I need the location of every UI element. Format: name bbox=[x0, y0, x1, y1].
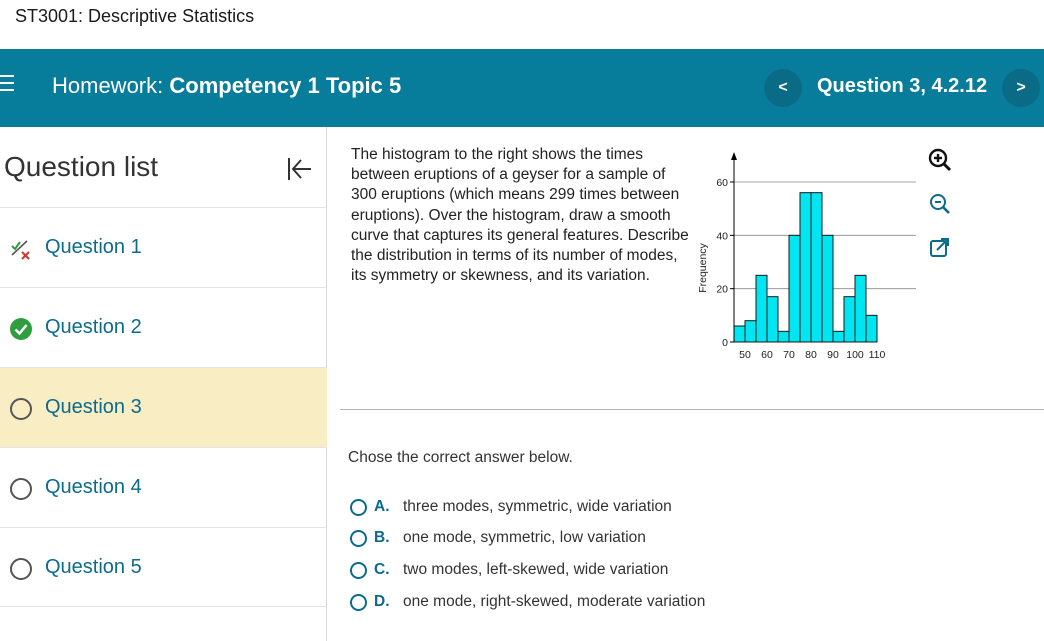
app-title: ST3001: Descriptive Statistics bbox=[15, 6, 255, 26]
unanswered-circle-icon bbox=[9, 477, 33, 501]
radio-button[interactable] bbox=[350, 594, 367, 611]
question-label: Question 4 bbox=[45, 476, 142, 498]
y-tick-label: 40 bbox=[716, 230, 728, 243]
x-tick-label: 110 bbox=[868, 349, 886, 361]
x-tick-label: 50 bbox=[739, 349, 751, 361]
question-label: Question 1 bbox=[45, 236, 142, 258]
choice-text: one mode, right-skewed, moderate variation bbox=[403, 593, 706, 610]
radio-button[interactable] bbox=[350, 499, 367, 516]
x-tick-label: 100 bbox=[846, 349, 864, 361]
histogram-bar bbox=[855, 275, 866, 342]
x-tick-label: 90 bbox=[827, 349, 839, 361]
y-tick-label: 0 bbox=[722, 337, 728, 349]
choice-text: two modes, left-skewed, wide variation bbox=[403, 561, 669, 578]
unanswered-circle-icon bbox=[9, 397, 33, 421]
radio-button[interactable] bbox=[350, 530, 367, 547]
question-label: Question 3 bbox=[45, 396, 142, 418]
unanswered-circle-icon bbox=[9, 557, 33, 581]
question-list-item-5[interactable] bbox=[0, 527, 327, 607]
previous-question-button[interactable]: < bbox=[764, 69, 802, 107]
choice-letter: A. bbox=[374, 498, 390, 515]
question-list-item-4[interactable] bbox=[0, 447, 327, 527]
histogram-bar bbox=[811, 193, 822, 342]
header-bar bbox=[0, 49, 1044, 127]
choice-letter: D. bbox=[374, 593, 390, 610]
sidebar-title: Question list bbox=[4, 151, 159, 182]
correct-check-icon bbox=[9, 317, 33, 341]
section-divider bbox=[340, 409, 1044, 410]
question-list-item-3[interactable] bbox=[0, 367, 327, 447]
y-axis-arrow bbox=[731, 152, 737, 160]
partial-credit-icon bbox=[9, 237, 33, 261]
question-list-sidebar bbox=[0, 127, 327, 641]
menu-icon[interactable] bbox=[0, 75, 16, 93]
question-id: Question 3, 4.2.12 bbox=[817, 75, 988, 97]
histogram-bar bbox=[844, 297, 855, 342]
histogram-bar bbox=[866, 315, 877, 342]
histogram-bar bbox=[833, 331, 844, 342]
choice-letter: C. bbox=[374, 561, 390, 578]
histogram-bar bbox=[789, 235, 800, 342]
histogram-bar bbox=[745, 321, 756, 342]
zoom-out-icon[interactable] bbox=[928, 192, 952, 216]
assignment-name: Competency 1 Topic 5 bbox=[169, 73, 402, 98]
open-new-window-icon[interactable] bbox=[928, 236, 952, 260]
next-question-button[interactable]: > bbox=[1002, 69, 1040, 107]
question-label: Question 2 bbox=[45, 316, 142, 338]
x-tick-label: 70 bbox=[783, 349, 795, 361]
histogram-bar bbox=[756, 275, 767, 342]
question-list-item-1[interactable] bbox=[0, 207, 327, 287]
zoom-in-icon[interactable] bbox=[928, 148, 952, 172]
y-axis-label: Frequency bbox=[697, 243, 709, 293]
x-tick-label: 60 bbox=[761, 349, 773, 361]
histogram-bar bbox=[734, 326, 745, 342]
choice-letter: B. bbox=[374, 529, 390, 546]
assignment-title bbox=[52, 73, 401, 99]
radio-button[interactable] bbox=[350, 562, 367, 579]
choice-text: three modes, symmetric, wide variation bbox=[403, 498, 672, 515]
zoom-controls bbox=[928, 148, 954, 280]
section-label: Homework: bbox=[52, 73, 164, 98]
x-tick-label: 80 bbox=[805, 349, 817, 361]
question-text: The histogram to the right shows the times between eruptions of a geyser for a sample of 300 eruptions (which means 299 times between eruptions). Over the histogram, draw a smooth curve that captures its general features. Describe the distribution in terms of its number of modes, its symmetry or skewness, and its variation. bbox=[351, 146, 689, 285]
question-list-item-2[interactable] bbox=[0, 287, 327, 367]
choice-text: one mode, symmetric, low variation bbox=[403, 529, 646, 546]
y-tick-label: 60 bbox=[716, 177, 728, 189]
histogram-bar bbox=[822, 235, 833, 342]
histogram-bar bbox=[800, 193, 811, 342]
collapse-sidebar-icon[interactable] bbox=[284, 153, 316, 185]
histogram-chart bbox=[690, 140, 920, 380]
y-tick-label: 20 bbox=[716, 283, 728, 296]
answer-prompt: Chose the correct answer below. bbox=[348, 449, 573, 466]
histogram-bar bbox=[767, 297, 778, 342]
histogram-bar bbox=[778, 331, 789, 342]
question-label: Question 5 bbox=[45, 556, 142, 578]
